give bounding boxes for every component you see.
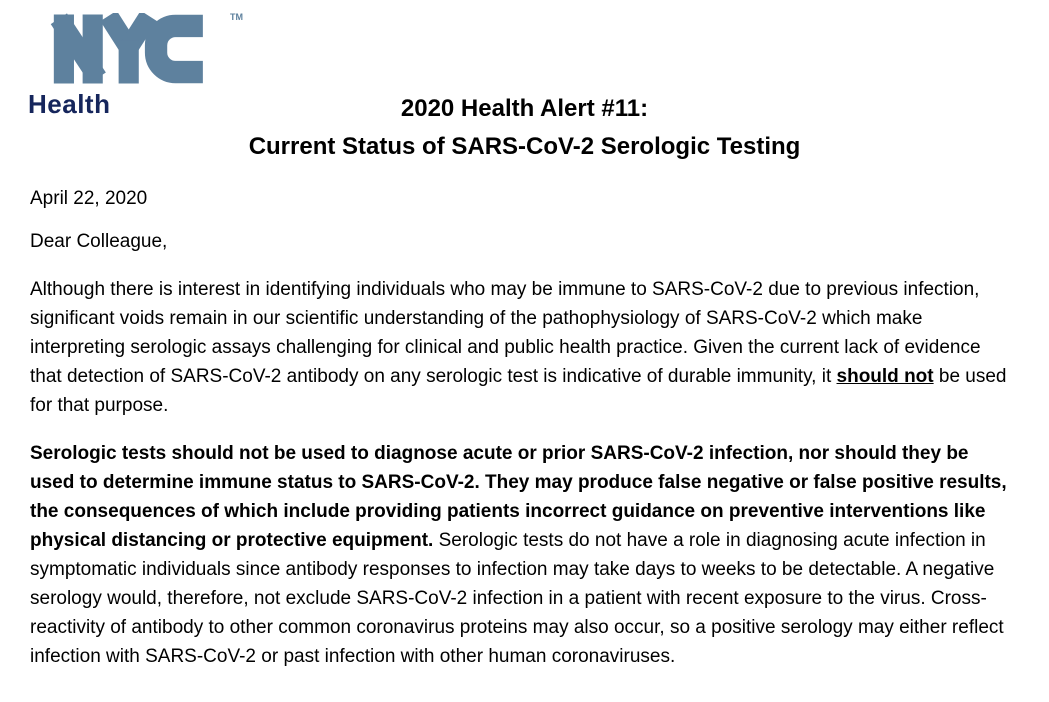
trademark-symbol: TM: [230, 12, 243, 22]
letter-body: [30, 184, 1011, 671]
page-title-line2: Current Status of SARS-CoV-2 Serologic Testing: [248, 133, 801, 160]
paragraph-guidance-regular: Serologic tests do not have a role in diagnosing acute infection in symptomatic individuals since antibody responses to infection may take days to weeks to be detectable. A negative serology would, therefore, not exclude SARS-CoV-2 infection in a patient with recent exposure to the virus. Cross-reactivity of antibody to other common coronavirus proteins may also occur, so a positive serology may either reflect infection with SARS-CoV-2 or past infection with other human coronaviruses.: [30, 530, 1004, 667]
paragraph-serologic-guidance: [30, 439, 1011, 671]
emphasis-should-not: should not: [836, 366, 934, 387]
salutation: Dear Colleague,: [30, 231, 168, 252]
document-title: [0, 90, 1049, 166]
paragraph-immunity-lead: Although there is interest in identifying individuals who may be immune to SARS-CoV-2 due to previous infection, significant voids remain in our scientific understanding of the pathophysiology of SARS-CoV-2 which make interpreting serologic assays challenging for clinical and public health practice. Given the current lack of evidence that detection of SARS-CoV-2 antibody on any serologic test is indicative of durable immunity, it: [30, 279, 981, 387]
paragraph-immunity: [30, 275, 1011, 420]
paragraph-immunity-tail: be used for that purpose.: [30, 366, 1007, 416]
nyc-logo-icon: [28, 13, 233, 85]
page-title-line1: 2020 Health Alert #11:: [400, 95, 649, 122]
paragraph-guidance-bold: Serologic tests should not be used to diagnose acute or prior SARS-CoV-2 infection, nor should they be used to determine immune status to SARS-CoV-2. They may produce false negative or false positive results, the consequences of which include providing patients incorrect guidance on preventive interventions like physical distancing or protective equipment.: [30, 443, 1007, 551]
date-line: April 22, 2020: [30, 188, 148, 209]
nyc-logo-mark: [28, 12, 243, 85]
letterhead: [0, 0, 1049, 172]
logo-health-label: Health: [28, 89, 111, 119]
